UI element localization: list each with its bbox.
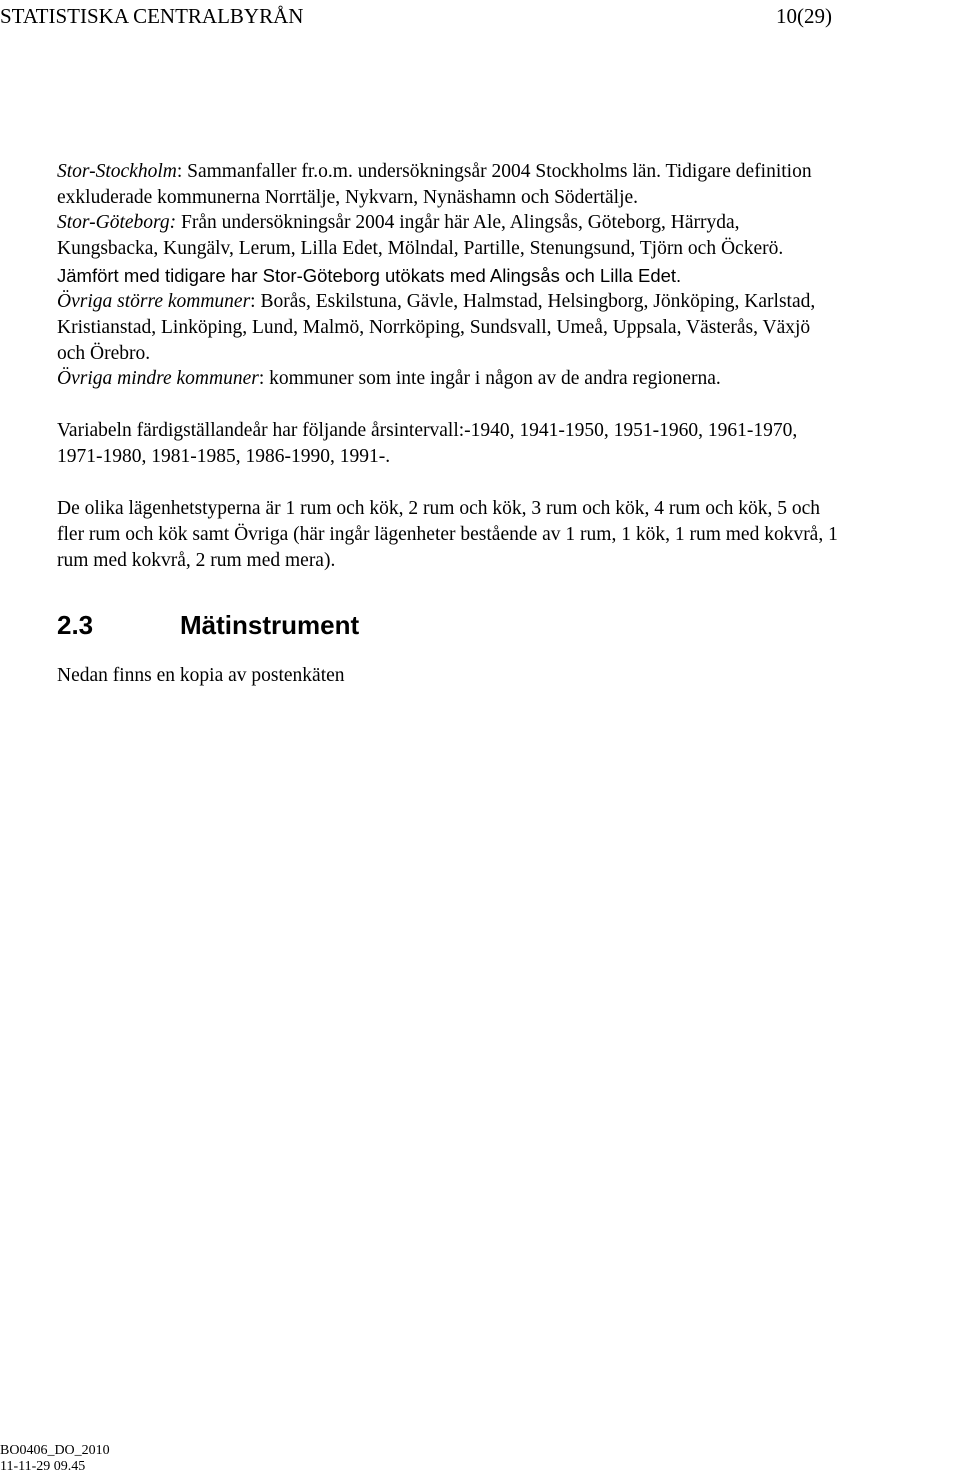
stor-goteborg-line-3: Jämfört med tidigare har Stor-Göteborg utökats med Alingsås och Lilla Edet.: [57, 265, 682, 286]
ovriga-mindre-term: Övriga mindre kommuner: [57, 368, 259, 389]
ovriga-storre-term: Övriga större kommuner: [57, 291, 251, 312]
stor-stockholm-term: Stor-Stockholm: [57, 161, 177, 182]
section-title: Mätinstrument: [180, 610, 360, 640]
stor-goteborg-term: Stor-Göteborg:: [57, 212, 177, 233]
lagenhetstyper-line-2: fler rum och kök samt Övriga (här ingår lägenheter bestående av 1 rum, 1 kök, 1 rum med kokvrå, 1: [57, 524, 838, 545]
lagenhetstyper-line-1: De olika lägenhetstyperna är 1 rum och kök, 2 rum och kök, 3 rum och kök, 4 rum och kök, 5 och: [57, 498, 821, 519]
ovriga-storre-line-3: och Örebro.: [57, 343, 151, 364]
section-intro-text: Nedan finns en kopia av postenkäten: [57, 665, 345, 686]
ovriga-mindre-text: : kommuner som inte ingår i någon av de andra regionerna.: [258, 368, 721, 389]
stor-stockholm-text: : Sammanfaller fr.o.m. undersökningsår 2004 Stockholms län. Tidigare definition: [176, 161, 812, 182]
stor-goteborg-text: Från undersökningsår 2004 ingår här Ale, Alingsås, Göteborg, Härryda,: [176, 212, 740, 233]
page-number: 10(29): [776, 4, 832, 28]
section-number: 2.3: [57, 610, 94, 640]
ovriga-storre-line-2: Kristianstad, Linköping, Lund, Malmö, Norrköping, Sundsvall, Umeå, Uppsala, Västerås, Växjö: [57, 317, 811, 338]
ovriga-storre-text: : Borås, Eskilstuna, Gävle, Halmstad, Helsingborg, Jönköping, Karlstad,: [250, 291, 816, 312]
variabeln-line-2: 1971-1980, 1981-1985, 1986-1990, 1991-.: [57, 446, 391, 467]
organization-name: STATISTISKA CENTRALBYRÅN: [0, 4, 304, 28]
ovriga-storre-line-1: [57, 289, 815, 315]
stor-goteborg-line-2: Kungsbacka, Kungälv, Lerum, Lilla Edet, Mölndal, Partille, Stenungsund, Tjörn och Öckerö.: [57, 238, 784, 259]
stor-stockholm-line-2: exkluderade kommunerna Norrtälje, Nykvarn, Nynäshamn och Södertälje.: [57, 187, 639, 208]
document-id: BO0406_DO_2010: [0, 1443, 110, 1458]
stor-goteborg-line-1: [57, 210, 740, 236]
ovriga-mindre-line-1: [57, 366, 721, 392]
print-timestamp: 11-11-29 09.45: [0, 1459, 86, 1474]
lagenhetstyper-line-3: rum med kokvrå, 2 rum med mera).: [57, 550, 336, 571]
stor-stockholm-line-1: [57, 159, 812, 185]
variabeln-line-1: Variabeln färdigställandeår har följande årsintervall:-1940, 1941-1950, 1951-1960, 1961-1970,: [57, 420, 798, 441]
